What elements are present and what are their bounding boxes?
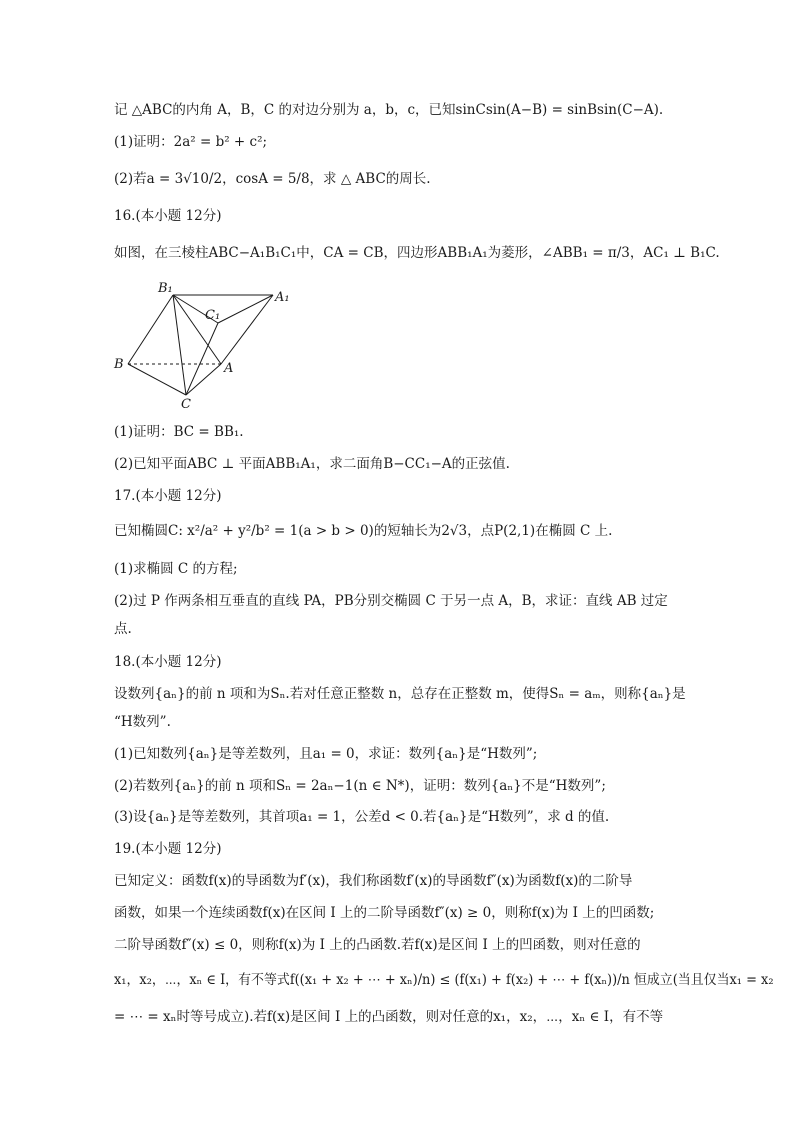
- problem-17-part-1: (1)求椭圆 C 的方程;: [114, 561, 238, 577]
- problem-16-stem: 如图，在三棱柱ABC−A₁B₁C₁中，CA = CB，四边形ABB₁A₁为菱形，∠ABB₁ = π/3，AC₁ ⊥ B₁C.: [114, 245, 720, 261]
- problem-17-part-2: (2)过 P 作两条相互垂直的直线 PA，PB分别交椭圆 C 于另一点 A，B，求证：直线 AB 过定: [114, 593, 668, 609]
- vertex-label-c1: C₁: [205, 308, 221, 323]
- edge-b1-c: [173, 295, 186, 395]
- vertex-label-b: B: [114, 357, 124, 372]
- problem-18-part-2: (2)若数列{aₙ}的前 n 项和Sₙ = 2aₙ−1(n ∈ N*)，证明：数列{aₙ}不是“H数列”;: [114, 778, 606, 794]
- problem-19-stem: 已知定义：函数f(x)的导函数为f′(x)，我们称函数f′(x)的导函数f″(x)为函数f(x)的二阶导: [114, 873, 633, 889]
- prism-figure: [108, 276, 298, 412]
- problem-16-part-2: (2)已知平面ABC ⊥ 平面ABB₁A₁，求二面角B−CC₁−A的正弦值.: [114, 456, 510, 472]
- edge-a1-a: [221, 295, 273, 364]
- problem-15-part-2: (2)若a = 3√10/2，cosA = 5/8，求 △ ABC的周长.: [114, 171, 431, 187]
- vertex-label-b1: B₁: [158, 281, 173, 296]
- prism-diagram: [108, 276, 298, 412]
- problem-18-stem-cont: “H数列”.: [114, 714, 171, 730]
- problem-19-heading: 19.(本小题 12分): [114, 841, 222, 857]
- problem-19-stem-line-5: = ⋯ = xₙ时等号成立).若f(x)是区间 I 上的凸函数，则对任意的x₁，x₂，⋯，xₙ ∈ I，有不等: [114, 1009, 664, 1025]
- edge-b-c: [128, 364, 186, 395]
- problem-15-part-1: (1)证明：2a² = b² + c²;: [114, 134, 268, 150]
- problem-18-part-3: (3)设{aₙ}是等差数列，其首项a₁ = 1，公差d < 0.若{aₙ}是“H数列”，求 d 的值.: [114, 809, 610, 825]
- problem-18-stem: 设数列{aₙ}的前 n 项和为Sₙ.若对任意正整数 n，总存在正整数 m，使得Sₙ = aₘ，则称{aₙ}是: [114, 686, 686, 702]
- vertex-label-a1: A₁: [275, 290, 290, 305]
- problem-15-stem: 记 △ABC的内角 A，B，C 的对边分别为 a，b，c，已知sinCsin(A−B) = sinBsin(C−A).: [114, 102, 664, 118]
- edge-b1-b: [128, 295, 173, 364]
- problem-17-part-2-cont: 点.: [114, 621, 132, 637]
- problem-19-stem-line-4: x₁，x₂，⋯，xₙ ∈ I，有不等式f((x₁ + x₂ + ⋯ + xₙ)/n) ≤ (f(x₁) + f(x₂) + ⋯ + f(xₙ))/n 恒成立(当且仅当x₁ = x₂: [114, 972, 774, 988]
- problem-18-heading: 18.(本小题 12分): [114, 654, 222, 670]
- vertex-label-c: C: [181, 397, 191, 412]
- problem-18-part-1: (1)已知数列{aₙ}是等差数列，且a₁ = 0，求证：数列{aₙ}是“H数列”;: [114, 746, 538, 762]
- problem-17-stem: 已知椭圆C: x²/a² + y²/b² = 1(a > b > 0)的短轴长为2√3，点P(2,1)在椭圆 C 上.: [114, 523, 613, 539]
- edge-c1-a1: [218, 295, 273, 323]
- problem-17-heading: 17.(本小题 12分): [114, 488, 222, 504]
- problem-16-part-1: (1)证明：BC = BB₁.: [114, 424, 244, 440]
- edge-c1-c: [186, 323, 218, 395]
- problem-19-stem-line-2: 函数，如果一个连续函数f(x)在区间 I 上的二阶导函数f″(x) ≥ 0，则称f(x)为 I 上的凹函数;: [114, 905, 655, 921]
- vertex-label-a: A: [224, 361, 234, 376]
- edge-c-a: [186, 364, 221, 395]
- problem-19-stem-line-3: 二阶导函数f″(x) ≤ 0，则称f(x)为 I 上的凸函数.若f(x)是区间 I 上的凹函数，则对任意的: [114, 937, 641, 953]
- problem-16-heading: 16.(本小题 12分): [114, 208, 222, 224]
